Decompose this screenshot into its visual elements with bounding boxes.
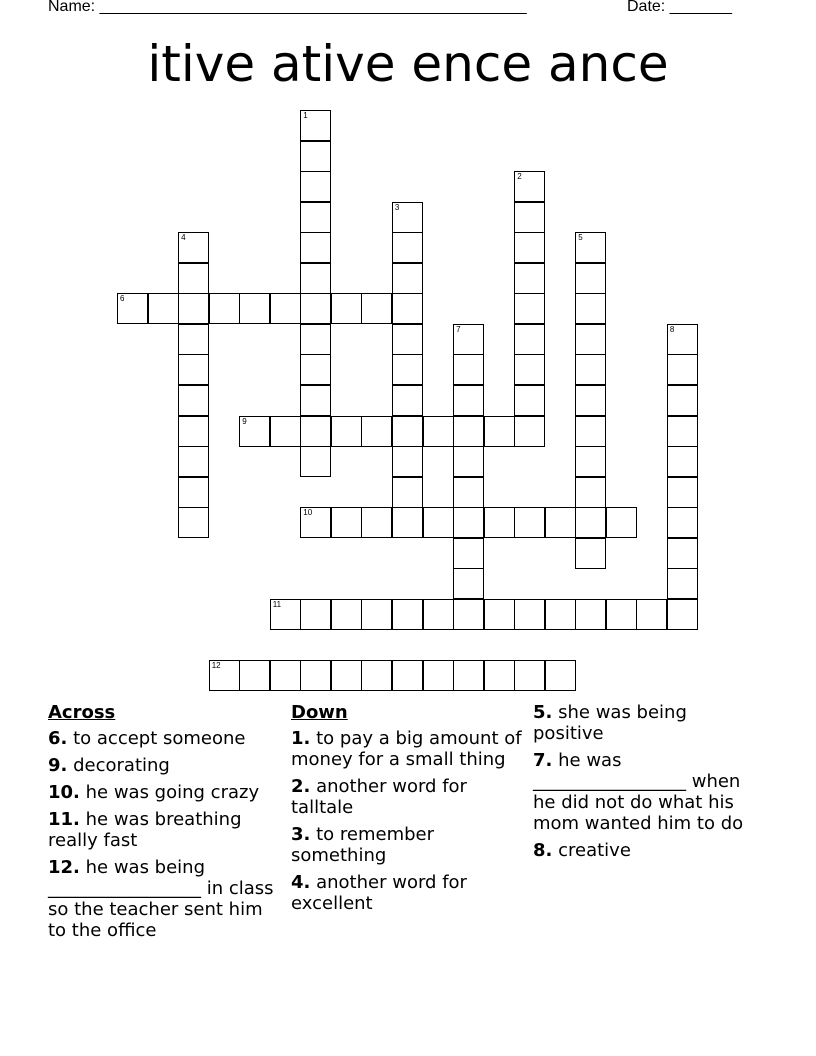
grid-cell[interactable] [178, 446, 209, 477]
grid-cell[interactable] [239, 416, 270, 447]
grid-cell[interactable] [636, 599, 667, 630]
grid-cell[interactable] [667, 354, 698, 385]
grid-cell[interactable] [300, 416, 331, 447]
grid-cell[interactable] [392, 416, 423, 447]
clue-across-10: 10. he was going crazy [48, 782, 260, 803]
grid-cell[interactable] [575, 232, 606, 263]
clue-across-6: 6. to accept someone [48, 728, 246, 749]
grid-cell[interactable] [361, 507, 392, 538]
grid-cell[interactable] [575, 446, 606, 477]
grid-cell[interactable] [484, 507, 515, 538]
grid-cell[interactable] [575, 354, 606, 385]
date-field-label: Date: _______ [627, 0, 732, 15]
grid-cell[interactable] [667, 324, 698, 355]
cell-number: 10 [303, 508, 313, 518]
grid-cell[interactable] [575, 263, 606, 294]
grid-cell[interactable] [606, 507, 637, 538]
grid-cell[interactable] [453, 538, 484, 569]
grid-cell[interactable] [209, 660, 240, 691]
cell-number: 12 [211, 660, 221, 670]
grid-cell[interactable] [514, 171, 545, 202]
clue-down-7: 7. he was _________________ when he did not do what his mom wanted him to do [533, 750, 744, 834]
grid-cell[interactable] [209, 293, 240, 324]
grid-cell[interactable] [453, 507, 484, 538]
grid-cell[interactable] [667, 507, 698, 538]
grid-cell[interactable] [423, 599, 454, 630]
cell-number: 5 [578, 233, 583, 243]
grid-cell[interactable] [453, 477, 484, 508]
grid-cell[interactable] [667, 599, 698, 630]
cell-number: 7 [456, 324, 461, 334]
grid-cell[interactable] [392, 324, 423, 355]
down-clues [291, 702, 527, 920]
grid-cell[interactable] [270, 660, 301, 691]
grid-cell[interactable] [575, 538, 606, 569]
grid-cell[interactable] [514, 354, 545, 385]
grid-cell[interactable] [484, 599, 515, 630]
grid-cell[interactable] [514, 263, 545, 294]
grid-cell[interactable] [300, 202, 331, 233]
grid-cell[interactable] [361, 599, 392, 630]
grid-cell[interactable] [300, 385, 331, 416]
grid-cell[interactable] [453, 416, 484, 447]
grid-cell[interactable] [575, 293, 606, 324]
grid-cell[interactable] [300, 171, 331, 202]
clue-across-12: 12. he was being _________________ in class so the teacher sent him to the office [48, 857, 274, 941]
grid-cell[interactable] [392, 293, 423, 324]
grid-cell[interactable] [667, 568, 698, 599]
grid-cell[interactable] [667, 446, 698, 477]
clue-across-11: 11. he was breathing really fast [48, 809, 242, 851]
grid-cell[interactable] [392, 354, 423, 385]
grid-cell[interactable] [484, 416, 515, 447]
grid-cell[interactable] [300, 232, 331, 263]
grid-cell[interactable] [667, 538, 698, 569]
grid-cell[interactable] [300, 660, 331, 691]
cell-number: 11 [272, 599, 282, 609]
clue-down-2: 2. another word for talltale [291, 776, 467, 818]
grid-cell[interactable] [331, 660, 362, 691]
grid-cell[interactable] [392, 660, 423, 691]
grid-cell[interactable] [575, 385, 606, 416]
grid-cell[interactable] [392, 202, 423, 233]
grid-cell[interactable] [392, 446, 423, 477]
grid-cell[interactable] [667, 385, 698, 416]
clue-across-9: 9. decorating [48, 755, 170, 776]
name-field-label: Name: ________________________________________________ [48, 0, 527, 15]
clue-down-5: 5. she was being positive [533, 702, 687, 744]
grid-cell[interactable] [545, 599, 576, 630]
grid-cell[interactable] [178, 354, 209, 385]
grid-cell[interactable] [331, 416, 362, 447]
grid-cell[interactable] [270, 293, 301, 324]
grid-cell[interactable] [606, 599, 637, 630]
grid-cell[interactable] [178, 263, 209, 294]
grid-cell[interactable] [270, 599, 301, 630]
grid-cell[interactable] [270, 416, 301, 447]
grid-cell[interactable] [117, 293, 148, 324]
grid-cell[interactable] [453, 568, 484, 599]
grid-cell[interactable] [392, 232, 423, 263]
grid-cell[interactable] [392, 385, 423, 416]
cell-number: 4 [181, 233, 186, 243]
grid-cell[interactable] [239, 293, 270, 324]
grid-cell[interactable] [575, 507, 606, 538]
grid-cell[interactable] [514, 507, 545, 538]
grid-cell[interactable] [361, 416, 392, 447]
grid-cell[interactable] [667, 416, 698, 447]
grid-cell[interactable] [331, 599, 362, 630]
grid-cell[interactable] [453, 446, 484, 477]
grid-cell[interactable] [178, 385, 209, 416]
grid-cell[interactable] [545, 660, 576, 691]
grid-cell[interactable] [178, 232, 209, 263]
cell-number: 6 [120, 294, 125, 304]
clue-down-8: 8. creative [533, 840, 631, 861]
grid-cell[interactable] [392, 263, 423, 294]
cell-number: 8 [669, 324, 675, 334]
grid-cell[interactable] [667, 477, 698, 508]
clue-down-1: 1. to pay a big amount of money for a small thing [291, 728, 522, 770]
grid-cell[interactable] [178, 477, 209, 508]
down-clues-continued [533, 702, 763, 867]
grid-cell[interactable] [514, 232, 545, 263]
grid-cell[interactable] [392, 477, 423, 508]
grid-cell[interactable] [331, 507, 362, 538]
grid-cell[interactable] [514, 599, 545, 630]
grid-cell[interactable] [300, 141, 331, 172]
cell-number: 3 [394, 202, 400, 212]
grid-cell[interactable] [300, 324, 331, 355]
clue-down-4: 4. another word for excellent [291, 872, 467, 914]
cell-number: 2 [517, 172, 522, 182]
grid-cell[interactable] [361, 293, 392, 324]
grid-cell[interactable] [514, 416, 545, 447]
grid-cell[interactable] [575, 416, 606, 447]
grid-cell[interactable] [178, 507, 209, 538]
grid-cell[interactable] [484, 660, 515, 691]
grid-cell[interactable] [423, 507, 454, 538]
grid-cell[interactable] [178, 293, 209, 324]
grid-cell[interactable] [300, 293, 331, 324]
grid-cell[interactable] [178, 324, 209, 355]
grid-cell[interactable] [392, 507, 423, 538]
grid-cell[interactable] [300, 354, 331, 385]
cell-number: 9 [242, 416, 247, 426]
grid-cell[interactable] [514, 202, 545, 233]
grid-cell[interactable] [453, 385, 484, 416]
grid-cell[interactable] [514, 385, 545, 416]
grid-cell[interactable] [575, 324, 606, 355]
across-heading: Across [48, 702, 116, 723]
grid-cell[interactable] [423, 416, 454, 447]
grid-cell[interactable] [514, 293, 545, 324]
grid-cell[interactable] [453, 324, 484, 355]
clue-down-3: 3. to remember something [291, 824, 435, 866]
grid-cell[interactable] [300, 263, 331, 294]
grid-cell[interactable] [331, 293, 362, 324]
grid-cell[interactable] [453, 660, 484, 691]
grid-cell[interactable] [300, 446, 331, 477]
grid-cell[interactable] [300, 599, 331, 630]
grid-cell[interactable] [453, 354, 484, 385]
down-heading: Down [291, 702, 348, 723]
grid-cell[interactable] [514, 660, 545, 691]
puzzle-title: itive ative ence ance [147, 35, 669, 93]
grid-cell[interactable] [423, 660, 454, 691]
grid-cell[interactable] [575, 477, 606, 508]
grid-cell[interactable] [361, 660, 392, 691]
grid-cell[interactable] [453, 599, 484, 630]
grid-cell[interactable] [300, 110, 331, 141]
across-clues [48, 702, 284, 947]
grid-cell[interactable] [148, 293, 179, 324]
grid-cell[interactable] [300, 507, 331, 538]
grid-cell[interactable] [392, 599, 423, 630]
grid-cell[interactable] [545, 507, 576, 538]
grid-cell[interactable] [575, 599, 606, 630]
cell-number: 1 [303, 111, 308, 120]
grid-cell[interactable] [514, 324, 545, 355]
grid-cell[interactable] [239, 660, 270, 691]
grid-cell[interactable] [178, 416, 209, 447]
